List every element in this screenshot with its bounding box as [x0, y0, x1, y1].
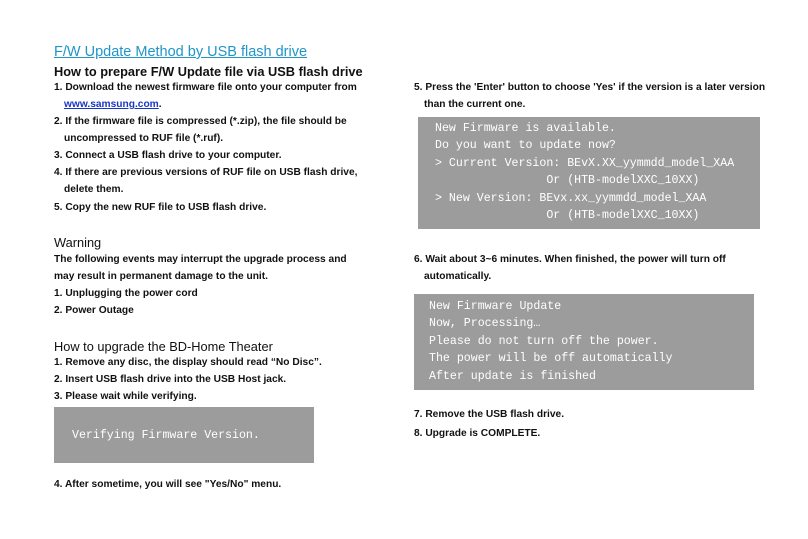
- progress-screen: [414, 294, 754, 390]
- progress-line-1: New Firmware Update: [429, 300, 562, 313]
- verifying-screen-text: Verifying Firmware Version.: [72, 429, 260, 442]
- samsung-link-line: www.samsung.com.: [64, 99, 162, 110]
- upgrade-step-5: 5. Press the 'Enter' button to choose 'Yes' if the version is a later version: [414, 82, 766, 93]
- warning-line-1: The following events may interrupt the upgrade process and: [54, 254, 347, 265]
- upgrade-step-3: 3. Please wait while verifying.: [54, 391, 197, 402]
- upgrade-step-4: 4. After sometime, you will see "Yes/No" menu.: [54, 479, 282, 490]
- upgrade-step-2: 2. Insert USB flash drive into the USB Host jack.: [54, 374, 287, 385]
- progress-line-4: The power will be off automatically: [429, 352, 673, 365]
- upgrade-step-6-cont: automatically.: [424, 271, 492, 282]
- new-fw-new-alt: Or (HTB-modelXXC_10XX): [435, 209, 700, 222]
- page-title: F/W Update Method by USB flash drive: [54, 44, 308, 60]
- prepare-step-3: 3. Connect a USB flash drive to your computer.: [54, 150, 282, 161]
- prepare-step-5: 5. Copy the new RUF file to USB flash drive.: [54, 202, 267, 213]
- new-fw-current-version: > Current Version: BEvX.XX_yymmdd_model_XAA: [435, 157, 735, 170]
- prepare-step-1: 1. Download the newest firmware file onto your computer from: [54, 82, 357, 93]
- new-fw-line-1: New Firmware is available.: [435, 122, 616, 135]
- upgrade-step-8: 8. Upgrade is COMPLETE.: [414, 428, 541, 439]
- warning-item-1: 1. Unplugging the power cord: [54, 288, 198, 299]
- progress-line-5: After update is finished: [429, 370, 596, 383]
- new-fw-current-alt: Or (HTB-modelXXC_10XX): [435, 174, 700, 187]
- warning-line-2: may result in permanent damage to the unit.: [54, 271, 268, 282]
- verifying-screen: [54, 407, 314, 463]
- upgrade-step-6: 6. Wait about 3~6 minutes. When finished, the power will turn off: [414, 254, 726, 265]
- warning-heading: Warning: [54, 235, 102, 250]
- prepare-heading: How to prepare F/W Update file via USB flash drive: [54, 64, 363, 79]
- upgrade-heading: How to upgrade the BD-Home Theater: [54, 339, 273, 354]
- upgrade-step-5-cont: than the current one.: [424, 99, 526, 110]
- prepare-step-4-cont: delete them.: [64, 184, 124, 195]
- new-fw-line-2: Do you want to update now?: [435, 139, 616, 152]
- prepare-step-4: 4. If there are previous versions of RUF file on USB flash drive,: [54, 167, 358, 178]
- progress-line-2: Now, Processing…: [429, 317, 541, 330]
- samsung-link[interactable]: www.samsung.com: [64, 99, 159, 110]
- warning-item-2: 2. Power Outage: [54, 305, 134, 316]
- upgrade-step-1: 1. Remove any disc, the display should read “No Disc”.: [54, 357, 322, 368]
- new-firmware-screen: [418, 117, 760, 229]
- prepare-step-2: 2. If the firmware file is compressed (*.zip), the file should be: [54, 116, 347, 127]
- new-fw-new-version: > New Version: BEvx.xx_yymmdd_model_XAA: [435, 192, 707, 205]
- upgrade-step-7: 7. Remove the USB flash drive.: [414, 409, 565, 420]
- prepare-step-2-cont: uncompressed to RUF file (*.ruf).: [64, 133, 224, 144]
- progress-line-3: Please do not turn off the power.: [429, 335, 659, 348]
